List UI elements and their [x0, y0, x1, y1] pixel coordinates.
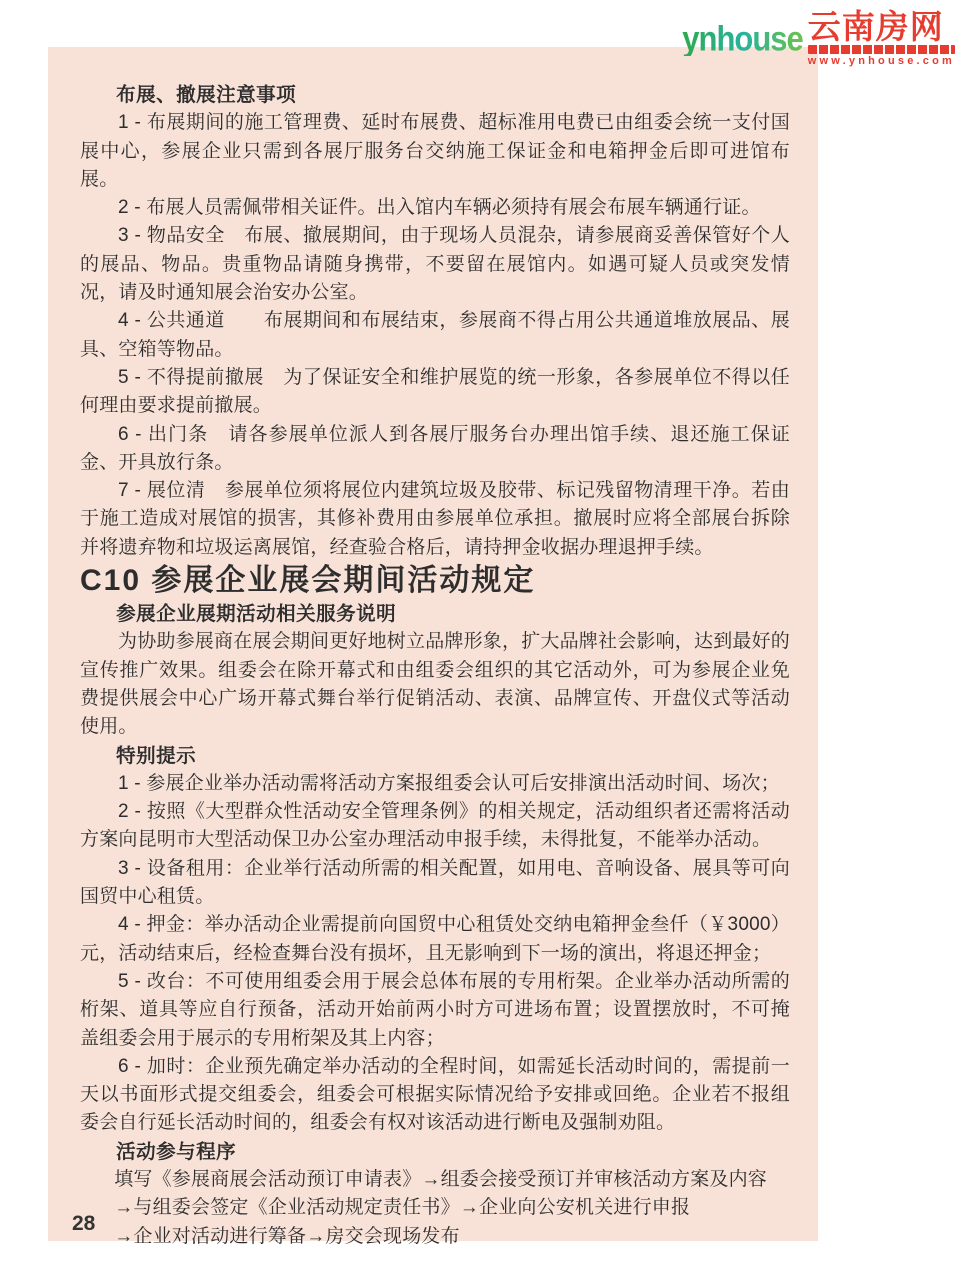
procedure-step-line-2: →与组委会签定《企业活动规定责任书》→企业向公安机关进行申报: [114, 1197, 691, 1219]
setup-item-6: 6 - 出门条 请各参展单位派人到各展厅服务台办理出馆手续、退还施工保证金、开具放行条。: [80, 423, 790, 473]
tip-item-5: 5 - 改台：不可使用组委会用于展会总体布展的专用桁架。企业举办活动所需的桁架、道具等应自行预备，活动开始前两小时方可进场布置；设置摆放时，不可掩盖组委会用于展示的专用桁架及其上内容；: [80, 970, 790, 1049]
logo-right-block: [808, 10, 955, 67]
procedure-step-line-1: 填写《参展商展会活动预订申请表》→组委会接受预订并审核活动方案及内容: [114, 1168, 767, 1190]
logo-chinese-name: 云南房网: [807, 8, 944, 45]
ynhouse-wordmark-logo: ynhouse: [682, 7, 802, 56]
setup-item-1: 1 - 布展期间的施工管理费、延时布展费、超标准用电费已由组委会统一支付国展中心，参展企业只需到各展厅服务台交纳施工保证金和电箱押金后即可进馆布展。: [80, 112, 790, 190]
section-heading-setup-teardown: 布展、撤展注意事项: [116, 84, 297, 106]
setup-item-5: 5 - 不得提前撤展 为了保证安全和维护展览的统一形象，各参展单位不得以任何理由要求提前撤展。: [80, 366, 790, 417]
setup-item-4: 4 - 公共通道 布展期间和布展结束，参展商不得占用公共通道堆放展品、展具、空箱等物品。: [80, 310, 790, 360]
tip-item-2: 2 - 按照《大型群众性活动安全管理条例》的相关规定，活动组织者还需将活动方案向昆明市大型活动保卫办公室办理活动申报手续，未得批复，不能举办活动。: [80, 801, 790, 851]
procedure-step-line-3: →企业对活动进行筹备→房交会现场发布: [114, 1225, 460, 1247]
setup-item-3: 3 - 物品安全 布展、撤展期间，由于现场人员混杂，请参展商妥善保管好个人的展品、物品。贵重物品请随身携带，不要留在展馆内。如遇可疑人员或突发情况，请及时通知展会治安办公室。: [80, 225, 790, 304]
setup-item-7: 7 - 展位清 参展单位须将展位内建筑垃圾及胶带、标记残留物清理干净。若由于施工造成对展馆的损害，其修补费用由参展单位承担。撤展时应将全部展台拆除并将遗弃物和垃圾运离展馆，经查验合格后，请持押金收据办理退押手续。: [80, 480, 790, 558]
special-tips-heading: 特别提示: [116, 744, 197, 767]
chapter-heading-c10: C10 参展企业展会期间活动规定: [80, 564, 536, 598]
procedure-heading: 活动参与程序: [116, 1140, 237, 1163]
setup-item-2: 2 - 布展人员需佩带相关证件。出入馆内车辆必须持有展会布展车辆通行证。: [118, 197, 761, 219]
logo-tagline-bar: [808, 45, 955, 54]
tip-item-4: 4 - 押金：举办活动企业需提前向国贸中心租赁处交纳电箱押金叁仟（￥3000）元，活动结束后，经检查舞台没有损坏，且无影响到下一场的演出，将退还押金；: [80, 914, 790, 964]
page-number: 28: [72, 1212, 96, 1235]
content-panel: [48, 47, 818, 1247]
logo-website-url: www.ynhouse.com: [807, 55, 955, 67]
site-logo: [682, 10, 955, 67]
tip-item-6: 6 - 加时：企业预先确定举办活动的全程时间，如需延长活动时间的，需提前一天以书面形式提交组委会，组委会可根据实际情况给予安排或回绝。企业若不报组委会自行延长活动时间的，组委会有权对该活动进行断电及强制劝阻。: [80, 1055, 790, 1134]
service-description-paragraph: 为协助参展商在展会期间更好地树立品牌形象，扩大品牌社会影响，达到最好的宣传推广效果。组委会在除开幕式和由组委会组织的其它活动外，可为参展企业免费提供展会中心广场开幕式舞台举行促销活动、表演、品牌宣传、开盘仪式等活动使用。: [80, 631, 791, 738]
tip-item-3: 3 - 设备租用：企业举行活动所需的相关配置，如用电、音响设备、展具等可向国贸中心租赁。: [80, 857, 790, 908]
service-description-heading: 参展企业展期活动相关服务说明: [116, 603, 397, 626]
tip-item-1: 1 - 参展企业举办活动需将活动方案报组委会认可后安排演出活动时间、场次；: [118, 772, 780, 794]
